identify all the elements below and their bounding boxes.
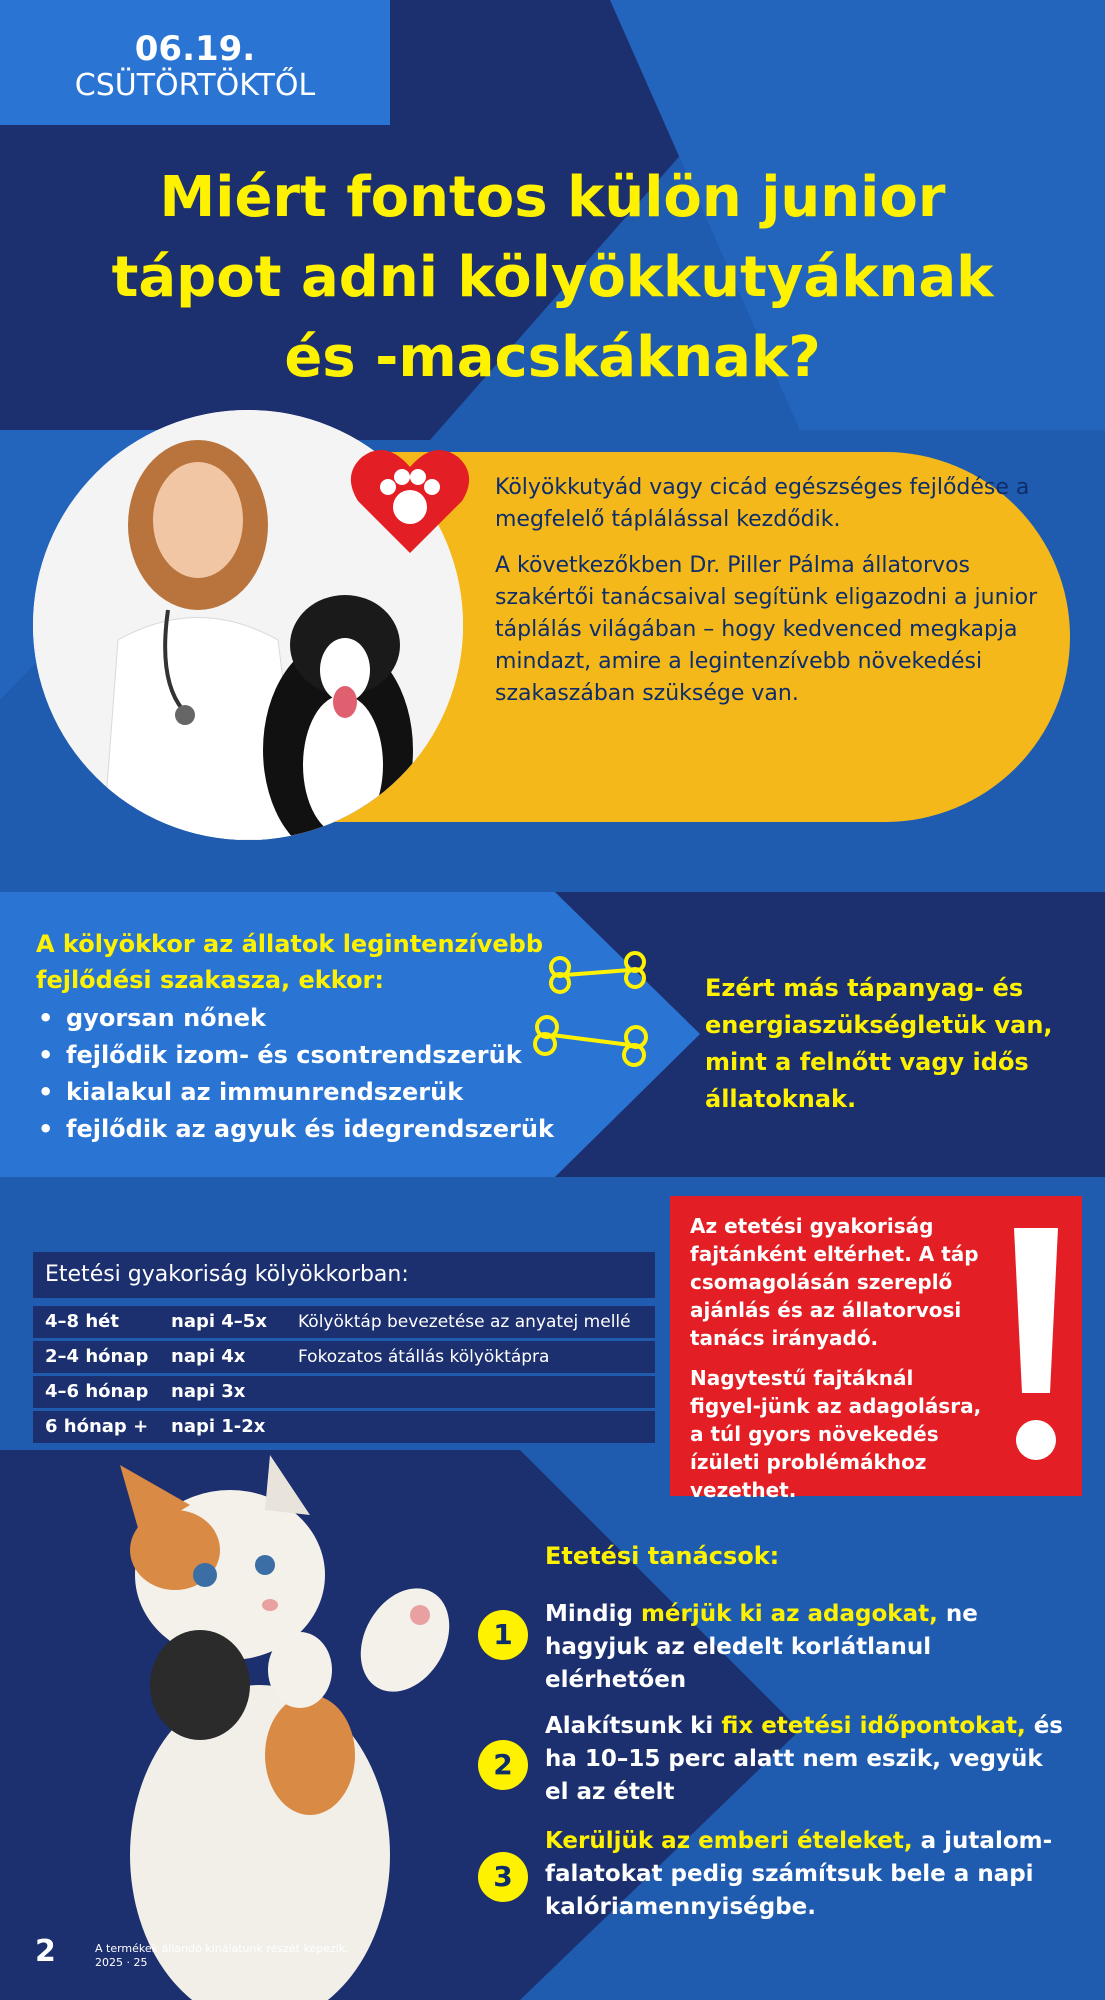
tip-text-before: Alakítsunk ki xyxy=(545,1713,722,1739)
title-line-2: tápot adni kölyökkutyáknak xyxy=(111,245,994,310)
list-item-text: kialakul az immunrendszerük xyxy=(66,1078,464,1106)
feeding-table-title: Etetési gyakoriság kölyökkorban: xyxy=(33,1252,655,1298)
frequency-cell: napi 1-2x xyxy=(171,1416,266,1437)
table-row xyxy=(33,1376,655,1408)
title-line-1: Miért fontos külön junior xyxy=(159,165,946,230)
tips-heading: Etetési tanácsok: xyxy=(545,1542,780,1570)
age-cell: 4–8 hét xyxy=(45,1311,119,1332)
intro-paragraph-1: Kölyökkutyád vagy cicád egészséges fejlődése a megfelelő táplálással kezdődik. xyxy=(495,475,1030,532)
tip-text-after: és ha 10–15 perc alatt nem eszik, vegyük el az ételt xyxy=(545,1713,1063,1805)
warning-text xyxy=(690,1212,990,1516)
bullet-dot: • xyxy=(38,1041,54,1069)
bullet-dot: • xyxy=(38,1004,54,1032)
bone-icon xyxy=(530,945,670,1075)
age-cell: 6 hónap + xyxy=(45,1416,149,1437)
tip-number-badge: 1 xyxy=(478,1610,528,1660)
age-cell: 4–6 hónap xyxy=(45,1381,149,1402)
tip-highlight: mérjük ki az adagokat, xyxy=(640,1601,938,1627)
frequency-cell: napi 3x xyxy=(171,1381,246,1402)
footnote-line-1: A termékek állandó kínálatunk részét képezik. xyxy=(95,1942,349,1955)
date-tag xyxy=(0,0,390,125)
intro-text xyxy=(495,472,1055,724)
frequency-cell: napi 4–5x xyxy=(171,1311,267,1332)
date-text: 06.19. xyxy=(134,29,256,69)
tip-text-before: Mindig xyxy=(545,1601,641,1627)
frequency-cell: napi 4x xyxy=(171,1346,246,1367)
tip-highlight: Kerüljük az emberi ételeket, xyxy=(545,1828,913,1854)
age-heading: A kölyökkor az állatok legintenzívebb fejlődési szakasza, ekkor: xyxy=(36,930,543,994)
feeding-table xyxy=(33,1252,655,1446)
table-row xyxy=(33,1341,655,1373)
note-cell: Fokozatos átállás kölyöktápra xyxy=(298,1347,550,1367)
table-row xyxy=(33,1306,655,1338)
footnote xyxy=(95,1942,349,1970)
note-cell: Kölyöktáp bevezetése az anyatej mellé xyxy=(298,1312,631,1332)
diet-conclusion: Ezért más tápanyag- és energiaszükségletük van, mint a felnőtt vagy idős állatoknak. xyxy=(705,974,1053,1113)
table-row xyxy=(33,1411,655,1443)
tip-text xyxy=(545,1825,1070,1924)
tip-highlight: fix etetési időpontokat, xyxy=(721,1713,1026,1739)
tip-text-after: a jutalom-falatokat pedig számítsuk bele a napi kalóriamennyiségbe. xyxy=(545,1828,1053,1920)
warning-paragraph-2: Nagytestű fajtáknál figyel-jünk az adagolásra, a túl gyors növekedés ízületi problémákhoz vezethet. xyxy=(690,1366,982,1502)
tip-text xyxy=(545,1710,1070,1809)
age-cell: 2–4 hónap xyxy=(45,1346,149,1367)
bullet-dot: • xyxy=(38,1078,54,1106)
title-line-3: és -macskáknak? xyxy=(284,325,821,390)
tip-text-after: ne hagyjuk az eledelt korlátlanul elérhetően xyxy=(545,1601,978,1693)
paw-heart-icon xyxy=(350,445,470,557)
page-title xyxy=(40,158,1065,398)
exclamation-icon xyxy=(1010,1228,1062,1468)
kitten-photo xyxy=(60,1455,460,2000)
day-text: CSÜTÖRTÖKTŐL xyxy=(74,68,316,103)
warning-paragraph-1: Az etetési gyakoriság fajtánként eltérhet. A táp csomagolásán szereplő ajánlás és az állatorvosi tanács irányadó. xyxy=(690,1214,979,1350)
list-item-text: fejlődik izom- és csontrendszerük xyxy=(66,1041,522,1069)
tip-number-badge: 3 xyxy=(478,1852,528,1902)
page-number: 2 xyxy=(35,1934,56,1969)
tip-number-badge: 2 xyxy=(478,1740,528,1790)
list-item-text: gyorsan nőnek xyxy=(66,1004,266,1032)
list-item xyxy=(36,1074,636,1111)
list-item xyxy=(36,1111,636,1148)
tip-text xyxy=(545,1598,1070,1697)
list-item-text: fejlődik az agyuk és idegrendszerük xyxy=(66,1115,554,1143)
intro-paragraph-2: A következőkben Dr. Piller Pálma állatorvos szakértői tanácsaival segítünk eligazodni a junior táplálás világában – hogy kedvenced megkapja mindazt, amire a legintenzívebb növekedési szakaszában szüksége van. xyxy=(495,553,1038,706)
bullet-dot: • xyxy=(38,1115,54,1143)
footnote-line-2: 2025 · 25 xyxy=(95,1956,148,1969)
